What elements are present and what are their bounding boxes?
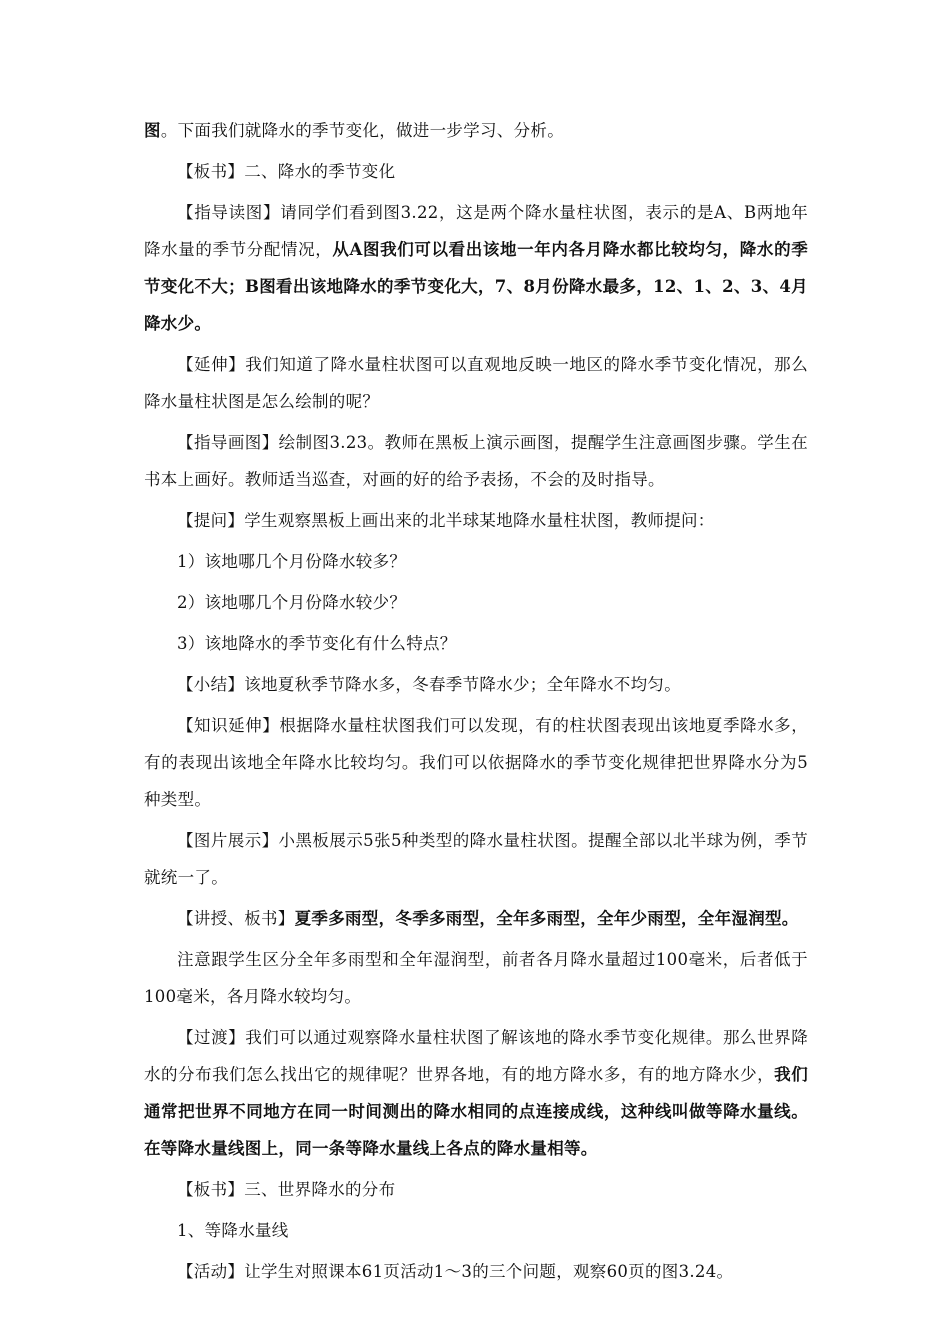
text-run: 【延伸】我们知道了降水量柱状图可以直观地反映一地区的降水季节变化情况，那么降水量柱状图是怎么绘制的呢？ (144, 355, 808, 411)
paragraph (144, 1019, 808, 1167)
text-run: 【过渡】我们可以通过观察降水量柱状图了解该地的降水季节变化规律。那么世界降水的分布我们怎么找出它的规律呢？世界各地，有的地方降水多，有的地方降水少， (144, 1028, 808, 1084)
paragraph (144, 424, 808, 498)
text-run: 【讲授、板书】 (177, 909, 295, 928)
paragraph (144, 900, 808, 937)
paragraph (144, 584, 808, 621)
text-run: 【指导画图】绘制图3.23。教师在黑板上演示画图，提醒学生注意画图步骤。学生在书本上画好。教师适当巡查，对画的好的给予表扬，不会的及时指导。 (144, 433, 808, 489)
paragraph (144, 625, 808, 662)
text-run: 1）该地哪几个月份降水较多？ (177, 552, 407, 571)
text-run: 【小结】该地夏秋季节降水多，冬春季节降水少；全年降水不均匀。 (177, 675, 681, 694)
paragraph (144, 112, 808, 149)
document-page (144, 112, 808, 1294)
paragraph (144, 1212, 808, 1249)
document-body (144, 112, 808, 1290)
paragraph (144, 707, 808, 818)
text-run: 【板书】二、降水的季节变化 (177, 162, 396, 181)
text-run: 【图片展示】小黑板展示5张5种类型的降水量柱状图。提醒全部以北半球为例，季节就统一了。 (144, 831, 808, 887)
text-run: 注意跟学生区分全年多雨型和全年湿润型，前者各月降水量超过100毫米，后者低于100毫米，各月降水较均匀。 (144, 950, 808, 1006)
paragraph (144, 666, 808, 703)
text-run: 【板书】三、世界降水的分布 (177, 1180, 396, 1199)
text-run: 【提问】学生观察黑板上画出来的北半球某地降水量柱状图，教师提问： (177, 511, 715, 530)
paragraph (144, 822, 808, 896)
paragraph (144, 194, 808, 342)
paragraph (144, 543, 808, 580)
text-run: 【活动】让学生对照课本61页活动1～3的三个问题，观察60页的图3.24。 (177, 1262, 734, 1281)
paragraph (144, 1171, 808, 1208)
text-run: 【指导读图】请同学们看到图3.22，这是两个降水量柱状图，表示的是A、B两地年降水量的季节分配情况， (144, 203, 808, 259)
bold-text-run: 从A图我们可以看出该地一年内各月降水都比较均匀，降水的季节变化不大；B图看出该地降水的季节变化大，7、8月份降水最多，12、1、2、3、4月降水少。 (144, 240, 808, 333)
text-run: 【知识延伸】根据降水量柱状图我们可以发现，有的柱状图表现出该地夏季降水多，有的表现出该地全年降水比较均匀。我们可以依据降水的季节变化规律把世界降水分为5种类型。 (144, 716, 808, 809)
text-run: 1、等降水量线 (177, 1221, 289, 1240)
bold-text-run: 夏季多雨型，冬季多雨型，全年多雨型，全年少雨型，全年湿润型。 (294, 909, 799, 928)
paragraph (144, 1253, 808, 1290)
text-run: 。下面我们就降水的季节变化，做进一步学习、分析。 (160, 121, 565, 140)
paragraph (144, 502, 808, 539)
text-run: 3）该地降水的季节变化有什么特点？ (177, 634, 457, 653)
paragraph (144, 346, 808, 420)
bold-text-run: 我们通常把世界不同地方在同一时间测出的降水相同的点连接成线，这种线叫做等降水量线。在等降水量线图上，同一条等降水量线上各点的降水量相等。 (144, 1065, 808, 1158)
paragraph (144, 153, 808, 190)
text-run: 2）该地哪几个月份降水较少？ (177, 593, 407, 612)
bold-text-run: 图 (144, 121, 161, 140)
paragraph (144, 941, 808, 1015)
